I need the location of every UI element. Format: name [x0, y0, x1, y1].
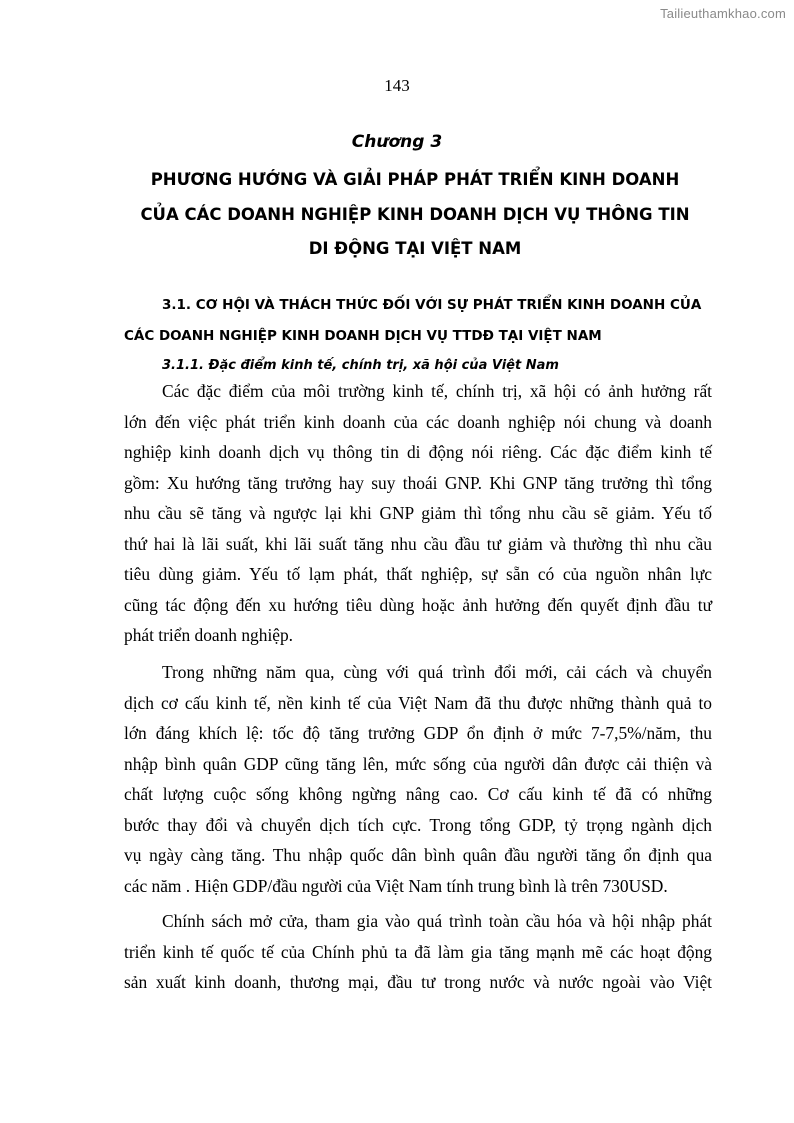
body-paragraph-3 — [124, 906, 712, 998]
paragraph-line: vụ ngày càng tăng. Thu nhập quốc dân bình quân đầu người tăng ổn định qua — [124, 845, 712, 865]
paragraph-line: sản xuất kinh doanh, thương mại, đầu tư trong nước và nước ngoài vào Việt — [124, 972, 712, 992]
paragraph-line: dịch cơ cấu kinh tế, nền kinh tế của Việt Nam đã thu được những thành quả to — [124, 692, 712, 713]
section-heading-line: 3.1. CƠ HỘI VÀ THÁCH THỨC ĐỐI VỚI SỰ PHÁT TRIỂN KINH DOANH CỦA — [162, 297, 702, 313]
paragraph-line: phát triển doanh nghiệp. — [124, 625, 294, 645]
paragraph-line: Chính sách mở cửa, tham gia vào quá trình toàn cầu hóa và hội nhập phát — [162, 911, 712, 931]
body-paragraph-2 — [124, 657, 712, 901]
section-heading-3-1-1: 3.1.1. Đặc điểm kinh tế, chính trị, xã hội của Việt Nam — [162, 358, 559, 373]
section-heading-line: CÁC DOANH NGHIỆP KINH DOANH DỊCH VỤ TTDĐ TẠI VIỆT NAM — [124, 328, 602, 344]
paragraph-line: Các đặc điểm của môi trường kinh tế, chính trị, xã hội có ảnh hưởng rất — [162, 381, 712, 401]
paragraph-line: lớn đến việc phát triển kinh doanh của các doanh nghiệp nói chung và doanh — [124, 411, 712, 432]
paragraph-line: chất lượng cuộc sống không ngừng nâng cao. Cơ cấu kinh tế đã có những — [124, 784, 712, 804]
chapter-title-line: CỦA CÁC DOANH NGHIỆP KINH DOANH DỊCH VỤ THÔNG TIN — [140, 204, 690, 224]
paragraph-line: nhu cầu sẽ tăng và ngược lại khi GNP giảm thì tổng nhu cầu sẽ giảm. Yếu tố — [124, 503, 712, 523]
paragraph-line: nghiệp kinh doanh dịch vụ thông tin di động nói riêng. Các đặc điểm kinh tế — [124, 442, 712, 462]
body-paragraph-1 — [124, 376, 712, 651]
paragraph-line: lớn đáng khích lệ: tốc độ tăng trưởng GDP ổn định ở mức 7-7,5%/năm, thu — [124, 723, 712, 743]
chapter-title-line: PHƯƠNG HƯỚNG VÀ GIẢI PHÁP PHÁT TRIỂN KINH DOANH — [150, 170, 680, 189]
paragraph-line: gồm: Xu hướng tăng trưởng hay suy thoái GNP. Khi GNP tăng trưởng thì tổng — [124, 472, 712, 493]
chapter-title-line: DI ĐỘNG TẠI VIỆT NAM — [308, 239, 522, 258]
page-number: 143 — [384, 76, 410, 95]
paragraph-line: bước thay đổi và chuyển dịch tích cực. Trong tổng GDP, tỷ trọng ngành dịch — [124, 814, 712, 835]
paragraph-line: cũng tác động đến xu hướng tiêu dùng hoặc ảnh hưởng đến quyết định đầu tư — [124, 594, 712, 615]
paragraph-line: thứ hai là lãi suất, khi lãi suất tăng nhu cầu đầu tư giảm và thường thì nhu cầu — [124, 533, 712, 554]
chapter-label: Chương 3 — [351, 132, 443, 152]
paragraph-line: nhập bình quân GDP cũng tăng lên, mức sống của người dân được cải thiện và — [124, 753, 712, 774]
chapter-title — [100, 163, 730, 267]
section-heading-3-1 — [124, 290, 724, 352]
paragraph-line: triển kinh tế quốc tế của Chính phủ ta đã làm gia tăng mạnh mẽ các hoạt động — [124, 941, 712, 962]
watermark: Tailieuthamkhao.com — [660, 6, 786, 21]
paragraph-line: Trong những năm qua, cùng với quá trình đổi mới, cải cách và chuyển — [162, 662, 712, 682]
paragraph-line: tiêu dùng giảm. Yếu tố lạm phát, thất nghiệp, sự sẵn có của nguồn nhân lực — [124, 564, 712, 584]
paragraph-line: các năm . Hiện GDP/đầu người của Việt Nam tính trung bình là trên 730USD. — [124, 875, 668, 896]
